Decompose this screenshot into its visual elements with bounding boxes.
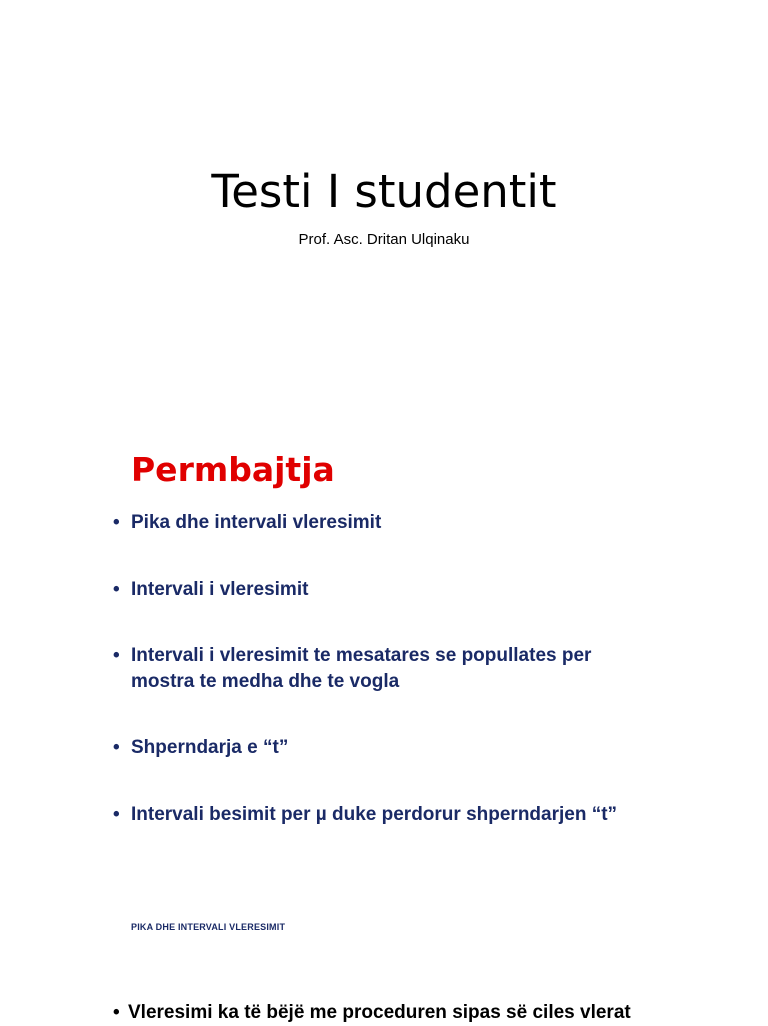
list-item [113, 510, 653, 536]
list-item [113, 1000, 753, 1026]
contents-heading: Permbajtja [131, 450, 335, 489]
list-item-text: Intervali besimit per µ duke perdorur shperndarjen “t” [131, 804, 618, 825]
next-slide [0, 990, 768, 1024]
list-item [113, 577, 653, 603]
bullet-icon: • [113, 1002, 120, 1023]
bullet-icon: • [113, 512, 120, 533]
list-item-text: Vleresimi ka të bëjë me proceduren sipas së ciles vlerat [128, 1002, 631, 1023]
presentation-author: Prof. Asc. Dritan Ulqinaku [298, 231, 470, 248]
list-item [113, 735, 653, 761]
bullet-icon: • [113, 579, 120, 600]
list-item-text: Shperndarja e “t” [131, 737, 289, 758]
bullet-icon: • [113, 737, 120, 758]
slide-footer-label: PIKA DHE INTERVALI VLERESIMIT [131, 922, 286, 932]
title-slide [0, 0, 768, 390]
list-item-text: Intervali i vleresimit te mesatares se popullates per mostra te medha dhe te vogla [131, 645, 592, 692]
list-item [113, 802, 653, 828]
bullet-icon: • [113, 804, 120, 825]
presentation-title: Testi I studentit [211, 165, 557, 218]
bullet-icon: • [113, 645, 120, 666]
list-item-text: Pika dhe intervali vleresimit [131, 512, 382, 533]
contents-slide [0, 390, 768, 970]
list-item-text: Intervali i vleresimit [131, 579, 309, 600]
list-item [113, 643, 653, 695]
